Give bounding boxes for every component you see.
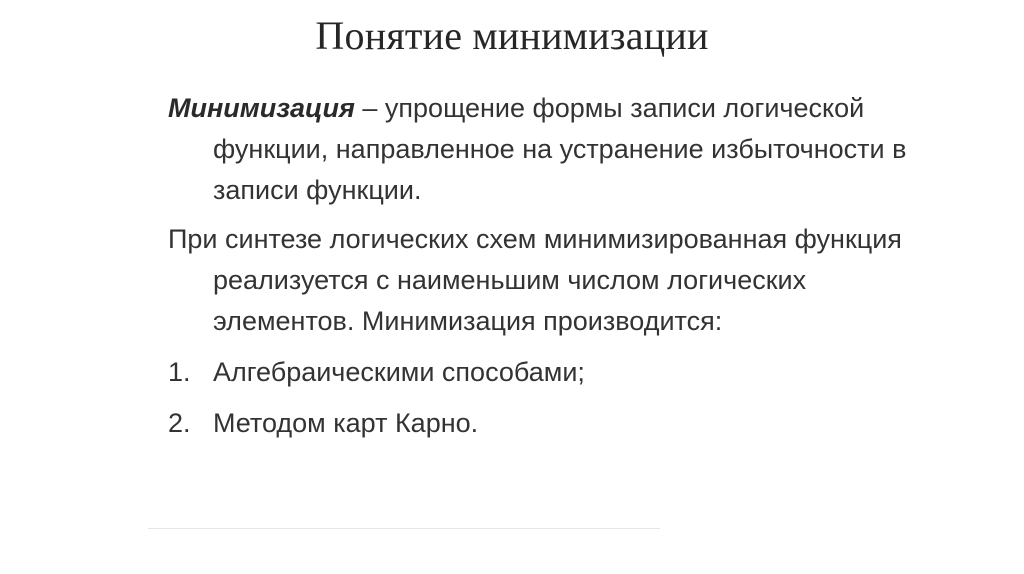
list-item-number: 1.: [168, 357, 191, 387]
methods-list: [168, 352, 908, 444]
definition-paragraph: [168, 88, 908, 211]
list-item-text: Методом карт Карно.: [213, 408, 479, 438]
bottom-divider: [148, 528, 660, 529]
slide-title: Понятие минимизации: [315, 13, 709, 58]
list-item-text: Алгебраическими способами;: [213, 357, 585, 387]
definition-text: – упрощение формы записи логической функции, направленное на устранение избыточности в записи функции.: [213, 93, 907, 205]
list-item: [168, 403, 908, 444]
definition-term: Минимизация: [168, 93, 355, 123]
synthesis-paragraph: При синтезе логических схем минимизированная функция реализуется с наименьшим числом логических элементов. Минимизация производится:: [168, 224, 902, 336]
list-item-number: 2.: [168, 408, 191, 438]
list-item: [168, 352, 908, 393]
slide-body: [168, 88, 908, 444]
